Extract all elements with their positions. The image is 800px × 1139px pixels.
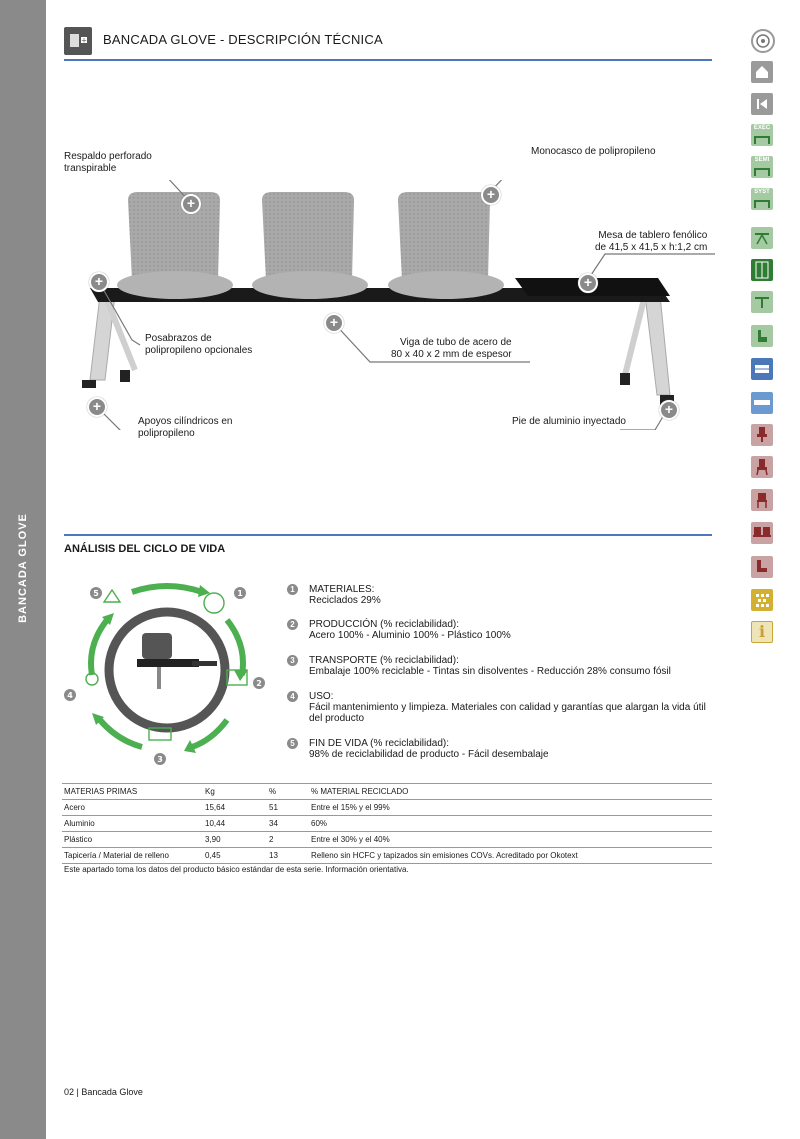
pattern-icon[interactable] bbox=[751, 589, 773, 611]
section-divider bbox=[64, 534, 712, 536]
table-cell: 3,90 bbox=[203, 832, 267, 848]
hotspot-plus-icon[interactable]: + bbox=[578, 273, 598, 293]
column-header: % MATERIAL RECICLADO bbox=[309, 784, 712, 800]
lifecycle-text: Reciclados 29% bbox=[309, 595, 381, 606]
callout-posabrazos: Posabrazos de polipropileno opcionales bbox=[145, 333, 253, 356]
table-cell: Relleno sin HCFC y tapizados sin emisiones COVs. Acreditado por Okotext bbox=[309, 848, 712, 864]
column-header: MATERIAS PRIMAS bbox=[62, 784, 203, 800]
screen-icon[interactable] bbox=[751, 392, 773, 414]
lifecycle-number-badge: 4 bbox=[287, 691, 298, 702]
table-cell: Aluminio bbox=[62, 816, 203, 832]
lifecycle-text: Acero 100% - Aluminio 100% - Plástico 100% bbox=[309, 630, 511, 641]
table-cell: Plástico bbox=[62, 832, 203, 848]
hotspot-plus-icon[interactable]: + bbox=[481, 185, 501, 205]
side-section-label: BANCADA GLOVE bbox=[17, 513, 29, 623]
callout-monocasco: Monocasco de polipropileno bbox=[531, 146, 656, 157]
syst-desk-icon[interactable]: SYST bbox=[751, 188, 773, 210]
lifecycle-number-badge: 3 bbox=[287, 655, 298, 666]
lifecycle-text: Embalaje 100% reciclable - Tintas sin disolventes - Reducción 28% consumo fósil bbox=[309, 666, 671, 677]
table-row bbox=[62, 848, 712, 864]
callout-pie: Pie de aluminio inyectado bbox=[512, 416, 626, 427]
storage-icon[interactable] bbox=[751, 358, 773, 380]
callout-respaldo: Respaldo perforado transpirable bbox=[64, 151, 152, 174]
page-footer: 02 | Bancada Glove bbox=[64, 1087, 143, 1097]
table-row bbox=[62, 816, 712, 832]
lifecycle-heading: PRODUCCIÓN (% reciclabilidad): bbox=[309, 619, 460, 630]
visitor-chair-icon[interactable] bbox=[751, 456, 773, 478]
bench-illustration bbox=[60, 180, 720, 430]
hotspot-plus-icon[interactable]: + bbox=[89, 272, 109, 292]
first-page-icon[interactable] bbox=[751, 93, 773, 115]
table-row bbox=[62, 832, 712, 848]
exec-desk-icon[interactable]: EXEC bbox=[751, 124, 773, 146]
table-cell: 0,45 bbox=[203, 848, 267, 864]
hotspot-plus-icon[interactable]: + bbox=[181, 194, 201, 214]
table-icon[interactable] bbox=[751, 291, 773, 313]
table-cell: Tapicería / Material de relleno bbox=[62, 848, 203, 864]
hotspot-plus-icon[interactable]: + bbox=[87, 397, 107, 417]
hotspot-plus-icon[interactable]: + bbox=[659, 400, 679, 420]
lifecycle-heading: USO: bbox=[309, 691, 334, 702]
materials-table bbox=[62, 783, 712, 864]
column-header: Kg bbox=[203, 784, 267, 800]
lifecycle-section-title: ANÁLISIS DEL CICLO DE VIDA bbox=[64, 543, 226, 555]
table-cell: 34 bbox=[267, 816, 309, 832]
meeting-table-icon[interactable] bbox=[751, 227, 773, 249]
diagram-number: 4 bbox=[67, 691, 73, 700]
column-header: % bbox=[267, 784, 309, 800]
cabinet-icon[interactable] bbox=[751, 259, 773, 281]
header-divider bbox=[64, 59, 712, 61]
lifecycle-number-badge: 5 bbox=[287, 738, 298, 749]
callout-viga: Viga de tubo de acero de 80 x 40 x 2 mm de espesor bbox=[391, 337, 512, 360]
diagram-number: 1 bbox=[237, 589, 243, 598]
lounge-chair-icon[interactable] bbox=[751, 556, 773, 578]
diagram-number: 5 bbox=[93, 589, 99, 598]
table-cell: 13 bbox=[267, 848, 309, 864]
bench-icon[interactable] bbox=[751, 522, 773, 544]
table-cell: Entre el 30% y el 40% bbox=[309, 832, 712, 848]
table-cell: 15,64 bbox=[203, 800, 267, 816]
lifecycle-heading: FIN DE VIDA (% reciclabilidad): bbox=[309, 738, 450, 749]
reception-icon[interactable] bbox=[751, 325, 773, 347]
table-cell: 51 bbox=[267, 800, 309, 816]
table-cell: 2 bbox=[267, 832, 309, 848]
diagram-number: 2 bbox=[256, 679, 262, 688]
home-icon[interactable] bbox=[751, 61, 773, 83]
page-title: BANCADA GLOVE - DESCRIPCIÓN TÉCNICA bbox=[103, 32, 383, 47]
table-cell: 60% bbox=[309, 816, 712, 832]
lifecycle-diagram bbox=[62, 575, 272, 765]
task-chair-icon[interactable] bbox=[751, 424, 773, 446]
table-cell: 10,44 bbox=[203, 816, 267, 832]
lifecycle-heading: MATERIALES: bbox=[309, 584, 375, 595]
table-note: Este apartado toma los datos del producto básico estándar de esta serie. Información orientativa. bbox=[64, 865, 409, 874]
lifecycle-text: Fácil mantenimiento y limpieza. Materiales con calidad y garantías que alargan la vida útil del producto bbox=[309, 702, 706, 724]
table-cell: Entre el 15% y el 99% bbox=[309, 800, 712, 816]
header-product-icon bbox=[64, 27, 92, 55]
stackable-chair-icon[interactable] bbox=[751, 489, 773, 511]
semi-desk-icon[interactable]: SEMI bbox=[751, 156, 773, 178]
lifecycle-number-badge: 2 bbox=[287, 619, 298, 630]
lifecycle-number-badge: 1 bbox=[287, 584, 298, 595]
lifecycle-heading: TRANSPORTE (% reciclabilidad): bbox=[309, 655, 459, 666]
table-row bbox=[62, 800, 712, 816]
table-header-row bbox=[62, 784, 712, 800]
table-cell: Acero bbox=[62, 800, 203, 816]
diagram-number: 3 bbox=[157, 755, 163, 764]
certification-badge-icon[interactable] bbox=[751, 29, 775, 53]
side-band bbox=[0, 0, 46, 1139]
callout-apoyos: Apoyos cilíndricos en polipropileno bbox=[138, 416, 233, 439]
callout-mesa: Mesa de tablero fenólico de 41,5 x 41,5 x h:1,2 cm bbox=[595, 230, 708, 253]
svg-text:+: + bbox=[81, 36, 87, 45]
hotspot-plus-icon[interactable]: + bbox=[324, 313, 344, 333]
lifecycle-text: 98% de reciclabilidad de producto - Fácil desembalaje bbox=[309, 749, 549, 760]
info-icon[interactable]: i bbox=[751, 621, 773, 643]
